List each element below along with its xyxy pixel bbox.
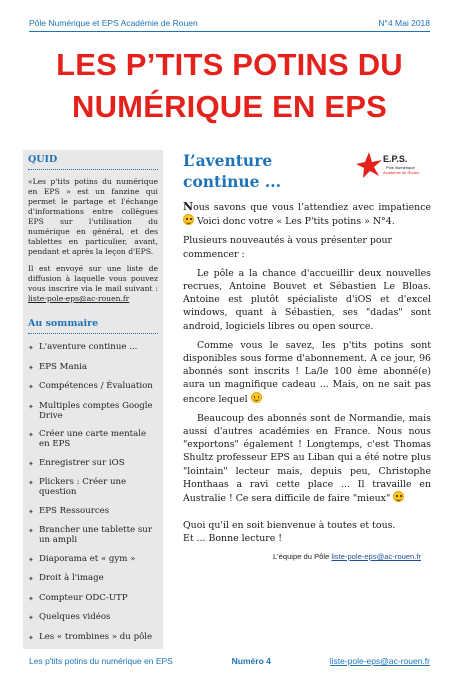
article-heading-line-1: L’aventure: [183, 151, 273, 170]
toc-item[interactable]: [28, 381, 158, 392]
toc-item[interactable]: [28, 612, 158, 623]
article-paragraph: [183, 412, 431, 505]
star-icon: [356, 152, 382, 178]
footer-issue-number: Numéro 4: [231, 656, 271, 666]
toc-item[interactable]: [28, 554, 158, 565]
footer-left: Les p'tits potins du numérique en EPS: [29, 656, 173, 666]
sommaire-heading: Au sommaire: [28, 318, 158, 334]
toc-item-label: L'aventure continue ...: [39, 342, 138, 352]
bullet-icon: ✦: [28, 363, 34, 372]
bullet-icon: ✦: [28, 479, 34, 487]
paragraph-text: Beaucoup des abonnés sont de Normandie, mais aussi d'autres académies en France. Nous nous "exportons" également ! Longtemps, c'est Thomas Shultz professeur EPS au Liban qui a été notre plus "lointain" lecteur mais, depuis peu, Christophe Honthaas a ravi cette place ... Il travaille en Australie ! Ce sera difficile de faire "mieux": [183, 412, 431, 505]
closing-line-1: Quoi qu'il en soit bienvenue à toutes et tous.: [183, 520, 396, 532]
article-paragraph: Plusieurs nouveautés à vous présenter pour commencer :: [183, 235, 393, 260]
logo-main: E.P.S.: [383, 154, 408, 164]
logo-sub-2: Académie de Rouen: [383, 170, 420, 175]
toc-item[interactable]: [28, 593, 158, 604]
signoff-text: L'équipe du Pôle: [272, 551, 332, 561]
table-of-contents: [28, 342, 158, 643]
bullet-icon: ✦: [28, 594, 34, 603]
smiley-icon: [393, 491, 404, 502]
paragraph-text: Comme vous le savez, les p'tits potins sont disponibles sous forme d'abonnement. A ce jour, 96 abonnés sont inscrits ! La/le 100 ème abonné(e) aura un magnifique cadeau ... Mais, on ne sait pas encore lequel: [183, 339, 431, 405]
quid-paragraph-1: «Les p'tits potins du numérique en EPS » est un fanzine qui permet le partage et l'échange d'informations entre collègues EPS sur l'utilisation du numérique en général, et des tablettes en particulier, avant, pendant et après la leçon d'EPS.: [28, 177, 158, 256]
bullet-icon: ✦: [28, 402, 34, 411]
article-header: [183, 150, 431, 200]
signoff: [183, 552, 431, 561]
eps-logo: [355, 150, 423, 192]
toc-item[interactable]: [28, 573, 158, 584]
toc-item[interactable]: [28, 477, 158, 497]
bullet-icon: ✦: [28, 344, 34, 352]
paragraph-text: Voici donc votre « Les P'tits potins » N°4.: [194, 216, 395, 228]
toc-item[interactable]: [28, 429, 158, 449]
quid-email-link[interactable]: liste-pole-eps@ac-rouen.fr: [28, 294, 130, 303]
toc-item-label: Brancher une tablette sur un ampli: [39, 525, 152, 545]
signoff-email-link[interactable]: liste-pole-eps@ac-rouen.fr: [331, 551, 421, 561]
page-footer: [29, 656, 430, 666]
bullet-icon: ✦: [28, 527, 34, 535]
title-line-1: LES P’TITS POTINS DU: [56, 47, 403, 82]
article-paragraph: [183, 339, 431, 406]
footer-email-link[interactable]: liste-pole-eps@ac-rouen.fr: [329, 656, 430, 666]
toc-item-label: Diaporama et « gym »: [39, 553, 136, 564]
drop-cap: N: [183, 200, 194, 213]
quid-heading: QUID: [28, 154, 158, 170]
toc-item-label: Les « trombines » du pôle: [39, 631, 153, 642]
bullet-icon: ✦: [28, 633, 34, 642]
toc-item-label: Enregistrer sur iOS: [39, 457, 125, 468]
title-line-2: NUMÉRIQUE EN EPS: [72, 89, 387, 124]
toc-item-label: Compétences / Évaluation: [39, 381, 153, 391]
article-paragraph: Le pôle a la chance d'accueillir deux nouvelles recrues, Antoine Bouvet et Sébastien Le Bloas. Antoine est plutôt spécialiste d'iOS et d'excel windows, quant à Sébastien, ses "dadas" sont android, logiciels libres ou open source.: [183, 267, 431, 332]
quid-paragraph-2-text: Il est envoyé sur une liste de diffusion à laquelle vous pouvez vous inscrire via le mail suivant :: [28, 264, 158, 293]
smiley-icon: [251, 392, 262, 403]
bullet-icon: ✦: [28, 575, 34, 583]
smiley-icon: [183, 214, 194, 225]
toc-item-label: Droit à l'image: [39, 573, 104, 583]
bullet-icon: ✦: [28, 614, 34, 622]
toc-item-label: EPS Ressources: [39, 505, 110, 516]
closing-line-2: Et ... Bonne lecture !: [183, 533, 283, 545]
article-heading-line-2: continue ...: [183, 172, 282, 191]
bullet-icon: ✦: [28, 555, 34, 564]
toc-item[interactable]: [28, 342, 158, 353]
toc-item-label: Compteur ODC-UTP: [39, 592, 128, 603]
toc-item[interactable]: [28, 362, 158, 373]
toc-item[interactable]: [28, 401, 158, 421]
toc-item-label: Plickers : Créer une question: [39, 477, 127, 497]
newsletter-title: [0, 44, 459, 128]
paragraph-text: ous savons que vous l’attendiez avec impatience: [193, 202, 431, 213]
bullet-icon: ✦: [28, 507, 34, 516]
bullet-icon: ✦: [28, 459, 34, 468]
toc-item-label: Quelques vidéos: [39, 612, 111, 622]
sidebar: [23, 150, 163, 649]
header-issue: N°4 Mai 2018: [378, 18, 430, 28]
page-header: [29, 14, 430, 32]
article-paragraph: [183, 200, 431, 228]
toc-item[interactable]: [28, 632, 158, 643]
bullet-icon: ✦: [28, 383, 34, 391]
toc-item[interactable]: [28, 525, 158, 545]
quid-paragraph-2: [28, 264, 158, 304]
logo-sub-1: Pôle Numérique: [386, 165, 415, 170]
article-closing: [183, 519, 431, 545]
toc-item-label: Multiples comptes Google Drive: [39, 400, 153, 421]
toc-item[interactable]: [28, 458, 158, 469]
article: [183, 150, 431, 561]
bullet-icon: ✦: [28, 431, 34, 439]
toc-item-label: Créer une carte mentale en EPS: [39, 429, 147, 449]
toc-item[interactable]: [28, 506, 158, 517]
toc-item-label: EPS Mania: [39, 361, 88, 372]
header-left: Pôle Numérique et EPS Académie de Rouen: [29, 18, 198, 28]
quid-text: [28, 177, 158, 304]
article-body: [183, 200, 431, 546]
